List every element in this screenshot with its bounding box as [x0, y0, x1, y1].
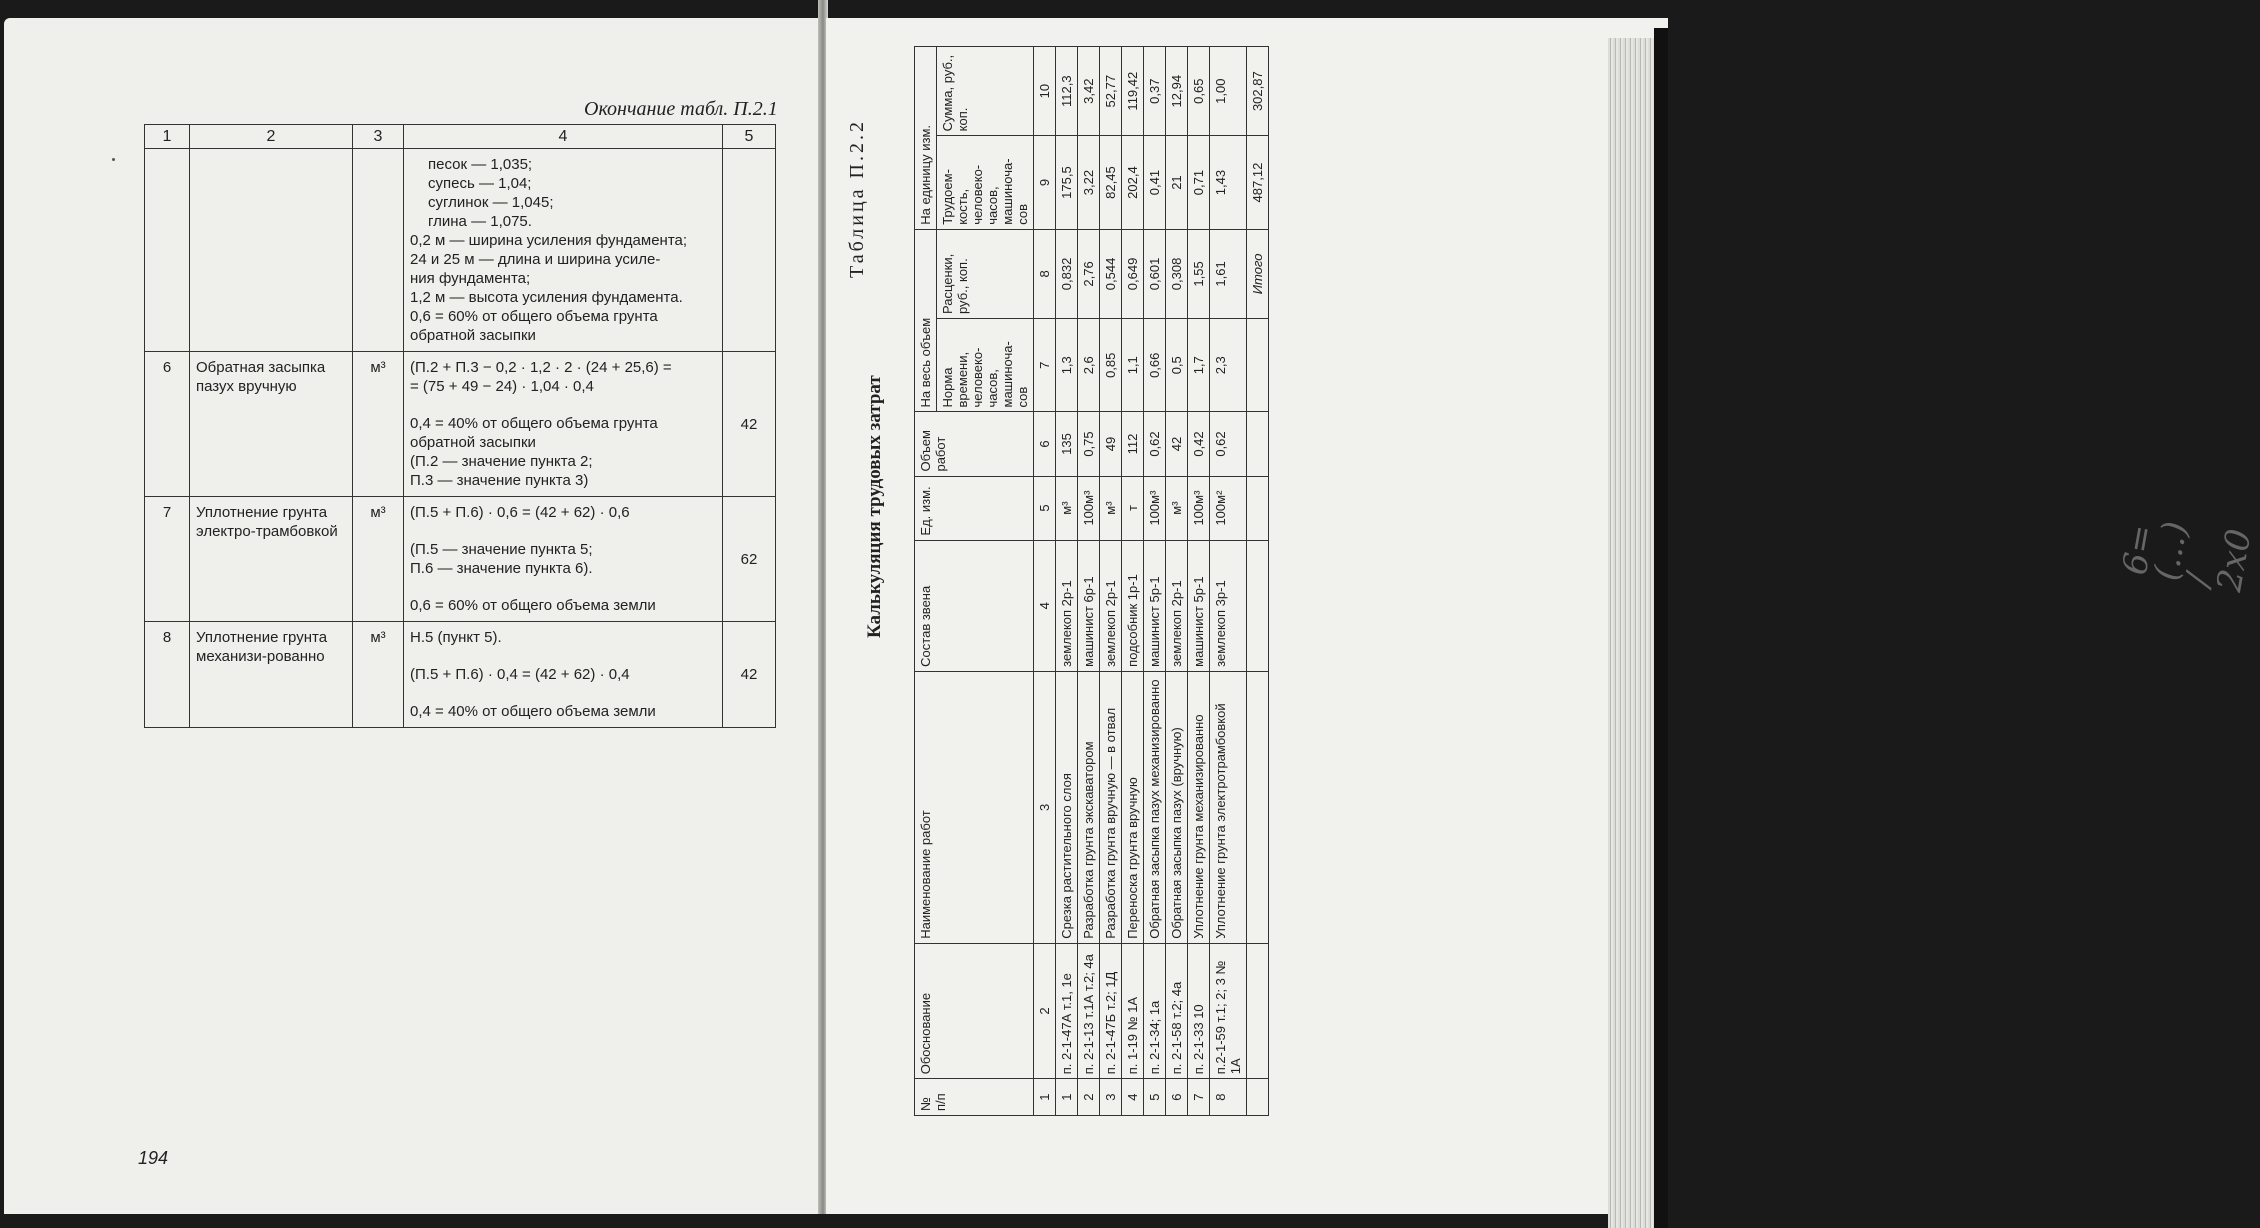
basis: п. 2-1-47А т.1, 1е — [1056, 943, 1078, 1078]
norm-time: 1,7 — [1188, 319, 1210, 412]
work-name: Разработка грунта экскаватором — [1078, 671, 1100, 943]
page-number: 194 — [138, 1148, 169, 1168]
text-line: 1,2 м — высота усиления фундамента. — [410, 289, 683, 306]
table-row — [145, 622, 776, 728]
table-row — [145, 352, 776, 497]
basis: п. 2-1-58 т.2; 4а — [1166, 943, 1188, 1078]
text-line: П.3 — значение пункта 3) — [410, 472, 589, 489]
norm-time: 1,3 — [1056, 319, 1078, 412]
basis: п. 1-19 № 1А — [1122, 943, 1144, 1078]
basis: п. 2-1-34; 1а — [1144, 943, 1166, 1078]
basis: п. 2-1-47Б т.2; 1Д — [1100, 943, 1122, 1078]
header-volume: Объем работ — [915, 412, 1034, 476]
text-line: 0,4 = 40% от общего объема грунта — [410, 415, 658, 432]
unit: м³ — [1100, 476, 1122, 540]
sum: 0,37 — [1144, 47, 1166, 136]
calculation-table-continued — [144, 124, 776, 728]
formula-cell — [404, 622, 723, 728]
text-line: (П.5 + П.6) · 0,6 = (42 + 62) · 0,6 — [410, 504, 630, 521]
text-line: суглинок — 1,045; — [428, 194, 554, 211]
row-number: 8 — [145, 622, 190, 728]
rate: 0,544 — [1100, 229, 1122, 318]
header-cell: 4 — [404, 125, 723, 149]
col-number: 5 — [1034, 476, 1056, 540]
crew: землекоп 2р-1 — [1100, 540, 1122, 671]
table-row — [1188, 47, 1210, 1116]
unit: м³ — [353, 352, 404, 497]
sum: 12,94 — [1166, 47, 1188, 136]
column-number-row — [1034, 47, 1056, 1116]
sum: 52,77 — [1100, 47, 1122, 136]
rate: 0,649 — [1122, 229, 1144, 318]
text-line: П.6 — значение пункта 6). — [410, 560, 593, 577]
unit: 100м³ — [1188, 476, 1210, 540]
table-row — [1078, 47, 1100, 1116]
row-no: 6 — [1166, 1079, 1188, 1116]
table-header-row — [145, 125, 776, 149]
crew: машинист 5р-1 — [1144, 540, 1166, 671]
header-crew: Состав звена — [915, 540, 1034, 671]
formula-cell — [404, 149, 723, 352]
sum: 1,00 — [1210, 47, 1247, 136]
unit: 100м³ — [1144, 476, 1166, 540]
header-cell: 3 — [353, 125, 404, 149]
row-no: 3 — [1100, 1079, 1122, 1116]
row-no: 1 — [1056, 1079, 1078, 1116]
header-no: № п/п — [915, 1079, 1034, 1116]
header-whole-volume: На весь объем — [915, 229, 937, 412]
work-name: Срезка растительного слоя — [1056, 671, 1078, 943]
table-row — [1100, 47, 1122, 1116]
text-line: ния фундамента; — [410, 270, 531, 287]
row-no: 2 — [1078, 1079, 1100, 1116]
table-continuation-caption: Окончание табл. П.2.1 — [584, 98, 778, 120]
col-number: 2 — [1034, 943, 1056, 1078]
header-cell: 2 — [190, 125, 353, 149]
labor: 175,5 — [1056, 136, 1078, 229]
text-line: супесь — 1,04; — [428, 175, 532, 192]
table-title: Калькуляция трудовых затрат — [864, 375, 885, 638]
rate: 0,832 — [1056, 229, 1078, 318]
table-header-row — [915, 47, 937, 1116]
total-label: Итого — [1247, 229, 1269, 318]
volume: 112 — [1122, 412, 1144, 476]
work-name: Обратная засыпка пазух (вручную) — [1166, 671, 1188, 943]
text-line: = (75 + 49 − 24) · 1,04 · 0,4 — [410, 378, 594, 395]
table-row — [1144, 47, 1166, 1116]
labor-cost-table — [914, 46, 1269, 1116]
text-line: 0,6 = 60% от общего объема грунта — [410, 308, 658, 325]
header-unit: Ед. изм. — [915, 476, 1034, 540]
labor: 21 — [1166, 136, 1188, 229]
basis: п. 2-1-33 10 — [1188, 943, 1210, 1078]
crew: подсобник 1р-1 — [1122, 540, 1144, 671]
row-no: 4 — [1122, 1079, 1144, 1116]
formula-cell — [404, 352, 723, 497]
col-number: 9 — [1034, 136, 1056, 229]
norm-time: 0,66 — [1144, 319, 1166, 412]
text-line: 0,2 м — ширина усиления фундамента; — [410, 232, 688, 249]
work-name: Уплотнение грунта электротрамбовкой — [1210, 671, 1247, 943]
volume: 0,62 — [1210, 412, 1247, 476]
unit: м³ — [353, 497, 404, 622]
col-number: 8 — [1034, 229, 1056, 318]
norm-time: 0,85 — [1100, 319, 1122, 412]
unit: 100м² — [1210, 476, 1247, 540]
volume: 49 — [1100, 412, 1122, 476]
text-line: (П.5 — значение пункта 5; — [410, 541, 593, 558]
crew: землекоп 2р-1 — [1166, 540, 1188, 671]
work-name: Уплотнение грунта электро-трамбовкой — [190, 497, 353, 622]
text-line: песок — 1,035; — [428, 156, 533, 173]
labor: 202,4 — [1122, 136, 1144, 229]
norm-time: 2,6 — [1078, 319, 1100, 412]
pencil-annotation: 6=(...) / 2x0 — [2114, 518, 2260, 595]
sum: 112,3 — [1056, 47, 1078, 136]
work-name: Переноска грунта вручную — [1122, 671, 1144, 943]
crew: машинист 6р-1 — [1078, 540, 1100, 671]
header-name: Наименование работ — [915, 671, 1034, 943]
crew: землекоп 2р-1 — [1056, 540, 1078, 671]
table-label: Таблица П.2.2 — [846, 119, 868, 278]
total-sum: 302,87 — [1247, 47, 1269, 136]
col-number: 4 — [1034, 540, 1056, 671]
labor: 3,22 — [1078, 136, 1100, 229]
header-per-unit: На единицу изм. — [915, 47, 937, 230]
book-cover-edge — [1654, 28, 1668, 1228]
text-line: глина — 1,075. — [428, 213, 532, 230]
text-line: 24 и 25 м — длина и ширина усиле- — [410, 251, 661, 268]
left-page — [4, 18, 822, 1214]
table-row-continuation — [145, 149, 776, 352]
work-name: Уплотнение грунта механизированно — [1188, 671, 1210, 943]
crew: машинист 5р-1 — [1188, 540, 1210, 671]
row-no: 8 — [1210, 1079, 1247, 1116]
volume: 0,75 — [1078, 412, 1100, 476]
labor: 1,43 — [1210, 136, 1247, 229]
rate: 2,76 — [1078, 229, 1100, 318]
norm-time: 2,3 — [1210, 319, 1247, 412]
unit: 100м³ — [1078, 476, 1100, 540]
work-name: Разработка грунта вручную — в отвал — [1100, 671, 1122, 943]
right-page — [826, 18, 2260, 1214]
rate: 0,601 — [1144, 229, 1166, 318]
header-basis: Обоснование — [915, 943, 1034, 1078]
crew: землекоп 3р-1 — [1210, 540, 1247, 671]
sum: 0,65 — [1188, 47, 1210, 136]
volume-value: 42 — [723, 622, 776, 728]
header-cell: 5 — [723, 125, 776, 149]
volume: 0,42 — [1188, 412, 1210, 476]
row-no: 7 — [1188, 1079, 1210, 1116]
table-row — [1210, 47, 1247, 1116]
table-row — [1122, 47, 1144, 1116]
text-line: обратной засыпки — [410, 434, 536, 451]
unit: м³ — [353, 622, 404, 728]
labor: 0,71 — [1188, 136, 1210, 229]
labor: 0,41 — [1144, 136, 1166, 229]
header-rate: Расценки, руб., коп. — [937, 229, 1034, 318]
total-labor: 487,12 — [1247, 136, 1269, 229]
table-row — [145, 497, 776, 622]
text-line: 0,6 = 60% от общего объема земли — [410, 597, 656, 614]
text-line: (П.5 + П.6) · 0,4 = (42 + 62) · 0,4 — [410, 666, 630, 683]
text-line: Н.5 (пункт 5). — [410, 629, 502, 646]
sum: 3,42 — [1078, 47, 1100, 136]
volume: 0,62 — [1144, 412, 1166, 476]
col-number: 1 — [1034, 1079, 1056, 1116]
col-number: 6 — [1034, 412, 1056, 476]
page-edges — [1608, 38, 1654, 1228]
norm-time: 1,1 — [1122, 319, 1144, 412]
rotated-content — [834, 0, 1676, 1158]
volume: 42 — [1166, 412, 1188, 476]
text-line: (П.2 + П.3 − 0,2 · 1,2 · 2 · (24 + 25,6) = — [410, 359, 672, 376]
col-number: 7 — [1034, 319, 1056, 412]
col-number: 3 — [1034, 671, 1056, 943]
basis: п.2-1-59 т.1; 2; 3 № 1А — [1210, 943, 1247, 1078]
unit: т — [1122, 476, 1144, 540]
norm-time: 0,5 — [1166, 319, 1188, 412]
work-name: Уплотнение грунта механизи-рованно — [190, 622, 353, 728]
work-name: Обратная засыпка пазух вручную — [190, 352, 353, 497]
text-line: обратной засыпки — [410, 327, 536, 344]
row-number: 7 — [145, 497, 190, 622]
header-sum: Сумма, руб., коп. — [937, 47, 1034, 136]
volume-value: 42 — [723, 352, 776, 497]
volume: 135 — [1056, 412, 1078, 476]
row-number: 6 — [145, 352, 190, 497]
sum: 119,42 — [1122, 47, 1144, 136]
table-row — [1056, 47, 1078, 1116]
row-no: 5 — [1144, 1079, 1166, 1116]
header-cell: 1 — [145, 125, 190, 149]
col-number: 10 — [1034, 47, 1056, 136]
labor: 82,45 — [1100, 136, 1122, 229]
rate: 1,61 — [1210, 229, 1247, 318]
rate: 0,308 — [1166, 229, 1188, 318]
formula-cell — [404, 497, 723, 622]
basis: п. 2-1-13 т.1А т.2; 4а — [1078, 943, 1100, 1078]
volume-value: 62 — [723, 497, 776, 622]
total-row — [1247, 47, 1269, 1116]
speck — [112, 158, 115, 161]
text-line: (П.2 — значение пункта 2; — [410, 453, 593, 470]
rate: 1,55 — [1188, 229, 1210, 318]
unit: м³ — [1056, 476, 1078, 540]
table-row — [1166, 47, 1188, 1116]
work-name: Обратная засыпка пазух механизированно — [1144, 671, 1166, 943]
table-body — [1056, 47, 1247, 1116]
header-norm-time: Норма времени, человеко-часов, машиноча-сов — [937, 319, 1034, 412]
text-line: 0,4 = 40% от общего объема земли — [410, 703, 656, 720]
header-labor: Трудоем-кость, человеко-часов, машиноча-сов — [937, 136, 1034, 229]
unit: м³ — [1166, 476, 1188, 540]
